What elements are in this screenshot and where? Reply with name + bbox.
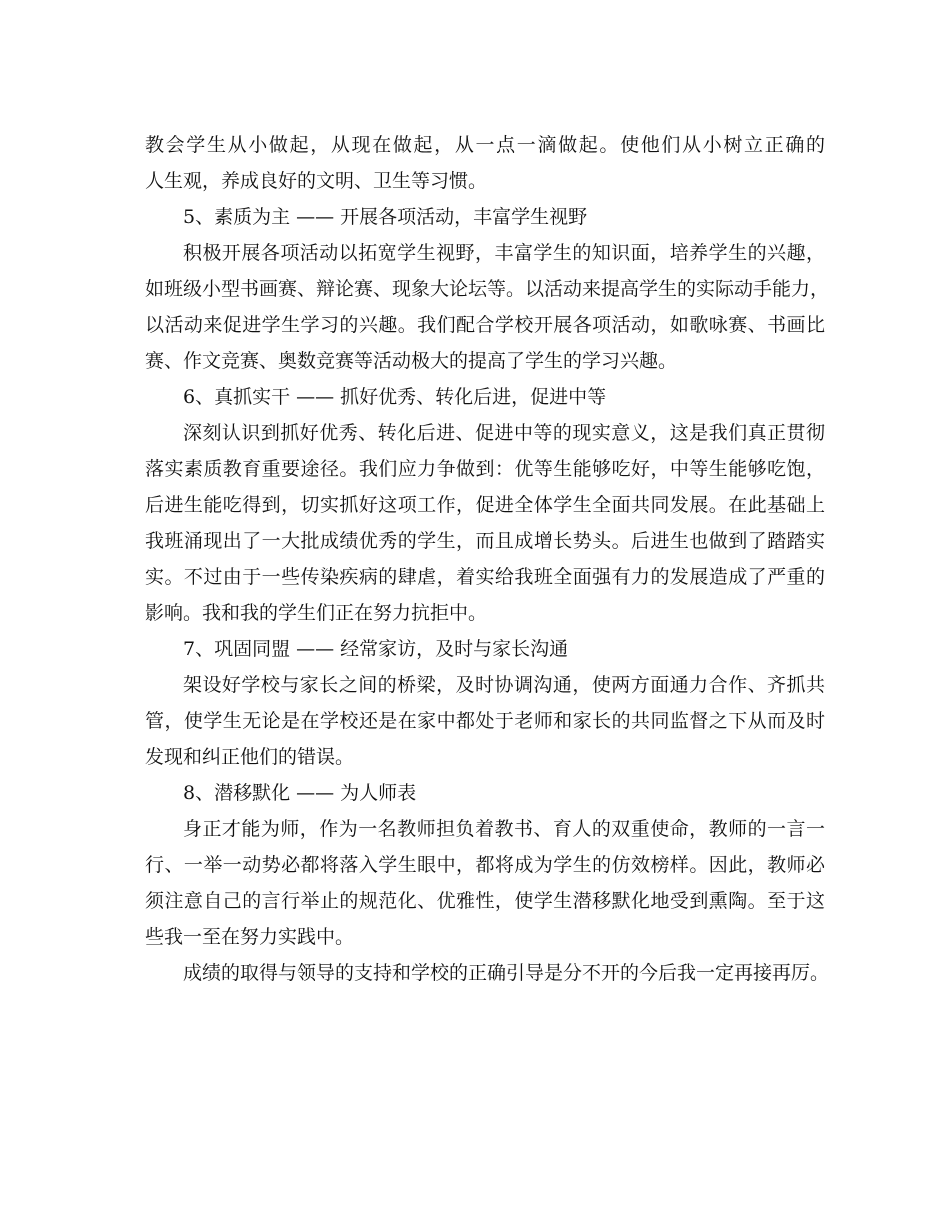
document-body xyxy=(145,127,830,991)
paragraph-line: 赛、作文竞赛、奥数竞赛等活动极大的提高了学生的学习兴趣。 xyxy=(145,350,678,372)
paragraph-line: 实。不过由于一些传染疾病的肆虐，着实给我班全面强有力的发展造成了严重的 xyxy=(145,566,825,588)
section-heading: 5、素质为主 —— 开展各项活动，丰富学生视野 xyxy=(183,206,588,228)
paragraph-line: 以活动来促进学生学习的兴趣。我们配合学校开展各项活动，如歌咏赛、书画比 xyxy=(145,314,825,336)
paragraph-line: 发现和纠正他们的错误。 xyxy=(145,746,355,768)
section-heading: 8、潜移默化 —— 为人师表 xyxy=(183,782,417,804)
section-heading: 6、真抓实干 —— 抓好优秀、转化后进，促进中等 xyxy=(183,386,607,408)
paragraph-line: 后进生能吃得到，切实抓好这项工作，促进全体学生全面共同发展。在此基础上 xyxy=(145,494,825,516)
paragraph-line: 教会学生从小做起，从现在做起，从一点一滴做起。使他们从小树立正确的 xyxy=(145,134,825,156)
paragraph-line: 积极开展各项活动以拓宽学生视野，丰富学生的知识面，培养学生的兴趣， xyxy=(183,242,825,264)
paragraph-line: 些我一至在努力实践中。 xyxy=(145,926,355,948)
paragraph-line: 管，使学生无论是在学校还是在家中都处于老师和家长的共同监督之下从而及时 xyxy=(145,710,825,732)
paragraph-line: 影响。我和我的学生们正在努力抗拒中。 xyxy=(145,602,488,624)
paragraph-line: 落实素质教育重要途径。我们应力争做到：优等生能够吃好，中等生能够吃饱， xyxy=(145,458,825,480)
paragraph-line: 我班涌现出了一大批成绩优秀的学生，而且成增长势头。后进生也做到了踏踏实 xyxy=(145,530,825,552)
paragraph-line: 架设好学校与家长之间的桥梁，及时协调沟通，使两方面通力合作、齐抓共 xyxy=(183,674,825,696)
paragraph-line: 如班级小型书画赛、辩论赛、现象大论坛等。以活动来提高学生的实际动手能力， xyxy=(145,278,830,300)
paragraph-line: 成绩的取得与领导的支持和学校的正确引导是分不开的今后我一定再接再厉。 xyxy=(183,962,830,984)
section-heading: 7、巩固同盟 —— 经常家访，及时与家长沟通 xyxy=(183,638,569,660)
paragraph-line: 深刻认识到抓好优秀、转化后进、促进中等的现实意义，这是我们真正贯彻 xyxy=(183,422,825,444)
paragraph-line: 须注意自己的言行举止的规范化、优雅性，使学生潜移默化地受到熏陶。至于这 xyxy=(145,890,825,912)
paragraph-line: 行、一举一动势必都将落入学生眼中，都将成为学生的仿效榜样。因此，教师必 xyxy=(145,854,825,876)
paragraph-line: 人生观，养成良好的文明、卫生等习惯。 xyxy=(145,170,488,192)
paragraph-line: 身正才能为师，作为一名教师担负着教书、育人的双重使命，教师的一言一 xyxy=(183,818,825,840)
